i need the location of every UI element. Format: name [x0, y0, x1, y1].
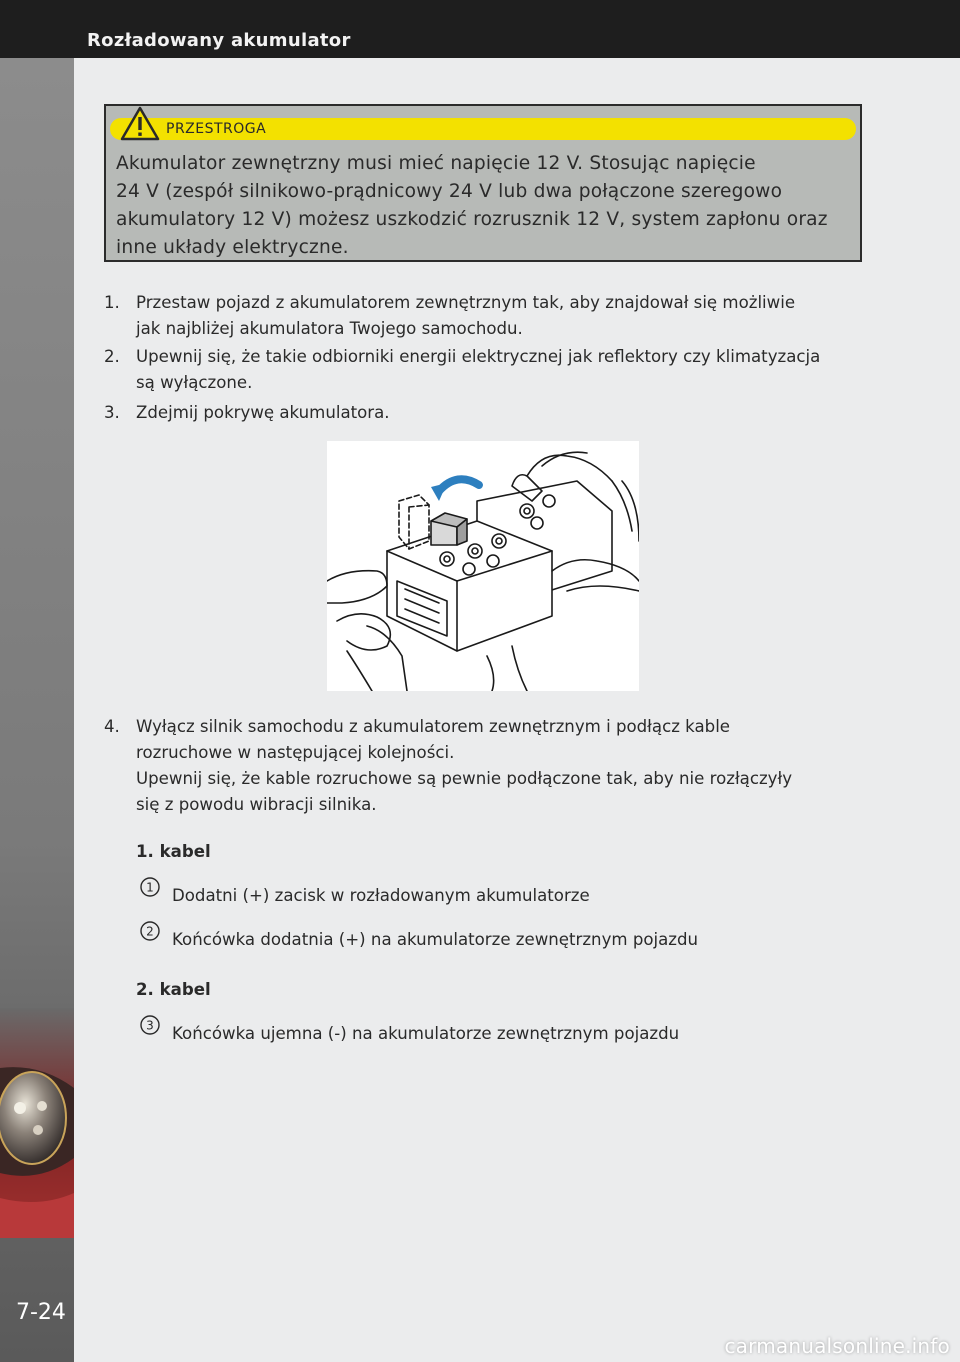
battery-cover-illustration — [327, 441, 639, 691]
caution-label: PRZESTROGA — [166, 121, 267, 137]
caution-header-bar — [110, 118, 856, 140]
step-line: Upewnij się, że kable rozruchowe są pewnie podłączone tak, aby nie rozłączyły — [136, 769, 793, 788]
step-text — [136, 290, 795, 342]
step-line: Przestaw pojazd z akumulatorem zewnętrznym tak, aby znajdował się możliwie — [136, 293, 796, 312]
page-number: 7-24 — [16, 1300, 66, 1325]
step-text — [136, 714, 792, 818]
circled-number-icon — [138, 918, 164, 944]
circled-number: 1 — [146, 880, 154, 895]
car-headlight-image — [0, 1008, 74, 1238]
step-text — [136, 344, 820, 396]
step-line: Zdejmij pokrywę akumulatora. — [136, 403, 390, 422]
step-line: Upewnij się, że takie odbiorniki energii elektrycznej jak reflektory czy klimatyzacja — [136, 347, 821, 366]
cable-item-text: Końcówka ujemna (-) na akumulatorze zewnętrznym pojazdu — [172, 1024, 680, 1043]
step-line: się z powodu wibracji silnika. — [136, 795, 377, 814]
circled-number: 2 — [146, 924, 154, 939]
caution-line: Akumulator zewnętrzny musi mieć napięcie 12 V. Stosując napięcie — [116, 153, 756, 174]
sidebar-strip — [0, 58, 74, 1362]
cable-2-heading: 2. kabel — [136, 980, 211, 999]
cable-item-text: Końcówka dodatnia (+) na akumulatorze zewnętrznym pojazdu — [172, 930, 699, 949]
step-number: 4. — [104, 717, 120, 736]
step-number: 2. — [104, 347, 120, 366]
step-line: Wyłącz silnik samochodu z akumulatorem zewnętrznym i podłącz kable — [136, 717, 731, 736]
warning-triangle-icon — [120, 106, 160, 142]
step-line: rozruchowe w następującej kolejności. — [136, 743, 455, 762]
step-line: są wyłączone. — [136, 373, 253, 392]
step-text — [136, 400, 390, 426]
page-header — [0, 0, 960, 58]
cable-1-heading: 1. kabel — [136, 842, 211, 861]
caution-line: 24 V (zespół silnikowo-prądnicowy 24 V lub dwa połączone szeregowo — [116, 181, 783, 202]
caution-text — [116, 150, 854, 262]
cable-item-text: Dodatni (+) zacisk w rozładowanym akumulatorze — [172, 886, 590, 905]
footer-watermark-url[interactable]: carmanualsonline.info — [724, 1334, 950, 1358]
caution-box — [104, 104, 862, 262]
battery-drawing — [327, 441, 639, 691]
step-number: 3. — [104, 403, 120, 422]
caution-line: akumulatory 12 V) możesz uszkodzić rozrusznik 12 V, system zapłonu oraz — [116, 209, 828, 230]
circled-number: 3 — [146, 1018, 154, 1033]
step-number: 1. — [104, 293, 120, 312]
circled-number-icon — [138, 1012, 164, 1038]
caution-line: inne układy elektryczne. — [116, 237, 349, 258]
circled-number-icon — [138, 874, 164, 900]
step-line: jak najbliżej akumulatora Twojego samochodu. — [136, 319, 523, 338]
section-title: Rozładowany akumulator — [87, 30, 351, 51]
